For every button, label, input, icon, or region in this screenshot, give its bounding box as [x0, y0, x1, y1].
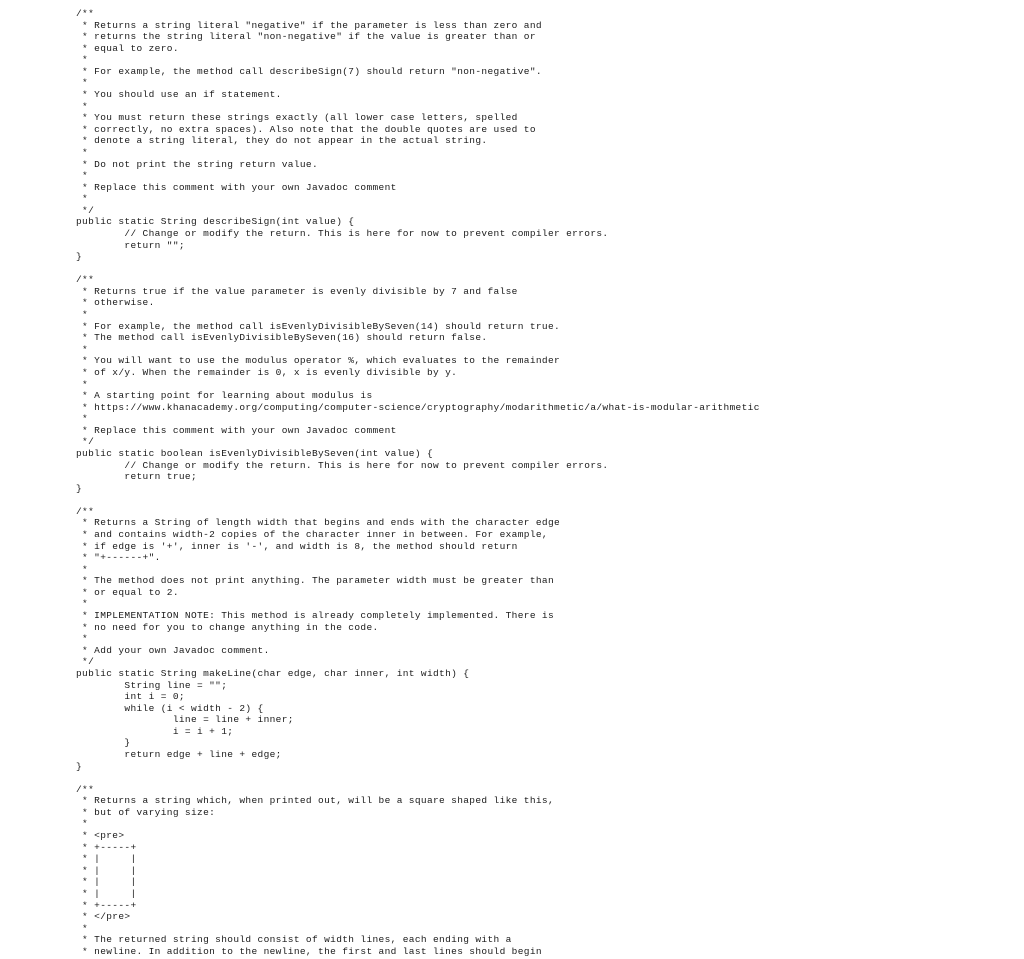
code-line: i = i + 1;	[76, 725, 234, 737]
code-line: * Do not print the string return value.	[76, 158, 319, 170]
code-line: * </pre>	[76, 911, 131, 923]
code-line: // Change or modify the return. This is here for now to prevent compiler errors.	[76, 459, 609, 471]
code-line: public static String makeLine(char edge, char inner, int width) {	[76, 667, 470, 679]
code-line: * Returns true if the value parameter is evenly divisible by 7 and false	[76, 285, 518, 297]
code-line: * <pre>	[76, 830, 125, 842]
code-line: int i = 0;	[76, 691, 185, 703]
code-line: *	[76, 598, 89, 610]
code-line: *	[76, 100, 89, 112]
code-line: *	[76, 170, 89, 182]
code-line: * A starting point for learning about modulus is	[76, 390, 373, 402]
code-line: *	[76, 77, 89, 89]
code-line: * For example, the method call describeSign(7) should return "non-negative".	[76, 65, 542, 77]
code-line	[76, 494, 760, 506]
code-line: * equal to zero.	[76, 42, 179, 54]
code-line: *	[76, 54, 89, 66]
code-line: // Change or modify the return. This is here for now to prevent compiler errors.	[76, 227, 609, 239]
code-line: line = line + inner;	[76, 714, 294, 726]
code-line: */	[76, 436, 95, 448]
code-lines	[76, 8, 760, 957]
code-line: }	[76, 482, 83, 494]
code-line: /**	[76, 8, 95, 19]
code-line: * You must return these strings exactly (all lower case letters, spelled	[76, 112, 518, 124]
code-line: }	[76, 760, 83, 772]
code-line: while (i < width - 2) {	[76, 702, 264, 714]
code-line: * denote a string literal, they do not appear in the actual string.	[76, 135, 488, 147]
code-line: *	[76, 193, 89, 205]
code-line: * and contains width-2 copies of the character inner in between. For example,	[76, 529, 548, 541]
code-line: * otherwise.	[76, 297, 155, 309]
code-line: *	[76, 413, 89, 425]
code-line: * You will want to use the modulus operator %, which evaluates to the remainder	[76, 355, 561, 367]
code-line: *	[76, 563, 89, 575]
code-line: * The returned string should consist of width lines, each ending with a	[76, 934, 512, 946]
code-line: return "";	[76, 239, 185, 251]
code-line: *	[76, 343, 89, 355]
code-line: * newline. In addition to the newline, the first and last lines should begin	[76, 945, 542, 957]
code-line: * For example, the method call isEvenlyDivisibleBySeven(14) should return true.	[76, 320, 561, 332]
code-line: * Returns a String of length width that begins and ends with the character edge	[76, 517, 561, 529]
code-line: /**	[76, 505, 95, 517]
code-line: *	[76, 309, 89, 321]
code-line: }	[76, 251, 83, 263]
code-line: }	[76, 737, 131, 749]
code-line: * +-----+	[76, 841, 137, 853]
code-line	[76, 263, 760, 275]
code-line: * | |	[76, 864, 137, 876]
code-line: return edge + line + edge;	[76, 749, 282, 760]
code-line: *	[76, 378, 89, 390]
code-line: * if edge is '+', inner is '-', and width is 8, the method should return	[76, 540, 518, 552]
code-line: * IMPLEMENTATION NOTE: This method is already completely implemented. There is	[76, 610, 555, 622]
code-line: * Returns a string which, when printed out, will be a square shaped like this,	[76, 795, 555, 807]
code-line: * | |	[76, 853, 137, 865]
code-line: * The method does not print anything. The parameter width must be greater than	[76, 575, 555, 587]
code-line: * correctly, no extra spaces). Also note that the double quotes are used to	[76, 123, 536, 135]
code-line: /**	[76, 274, 95, 286]
code-line: * | |	[76, 887, 137, 899]
code-line: * no need for you to change anything in the code.	[76, 621, 379, 633]
code-line: * of x/y. When the remainder is 0, x is evenly divisible by y.	[76, 366, 458, 378]
code-line: public static boolean isEvenlyDivisibleBySeven(int value) {	[76, 447, 434, 459]
code-line: /**	[76, 783, 95, 795]
code-line: public static String describeSign(int value) {	[76, 216, 355, 228]
code-line: *	[76, 633, 89, 645]
code-line: *	[76, 146, 89, 158]
code-line: * Returns a string literal "negative" if the parameter is less than zero and	[76, 19, 542, 31]
code-line: *	[76, 922, 89, 934]
code-line: * Replace this comment with your own Javadoc comment	[76, 424, 397, 436]
code-line: * but of varying size:	[76, 806, 216, 818]
code-line: * Replace this comment with your own Javadoc comment	[76, 181, 397, 193]
code-line: */	[76, 204, 95, 216]
code-line: * or equal to 2.	[76, 586, 179, 598]
code-line: String line = "";	[76, 679, 228, 691]
code-line: * returns the string literal "non-negative" if the value is greater than or	[76, 31, 536, 43]
code-line	[76, 772, 760, 784]
code-line: * | |	[76, 876, 137, 888]
code-line: return true;	[76, 471, 198, 483]
code-line: * Add your own Javadoc comment.	[76, 644, 270, 656]
code-line: * +-----+	[76, 899, 137, 911]
code-line: *	[76, 818, 89, 830]
code-line: * You should use an if statement.	[76, 89, 282, 101]
code-line: * The method call isEvenlyDivisibleBySeven(16) should return false.	[76, 332, 488, 344]
code-line: * https://www.khanacademy.org/computing/computer-science/cryptography/modarithmetic/a/what-is-modular-arithmetic	[76, 401, 760, 413]
code-line: */	[76, 656, 95, 668]
code-line: * "+------+".	[76, 552, 161, 564]
